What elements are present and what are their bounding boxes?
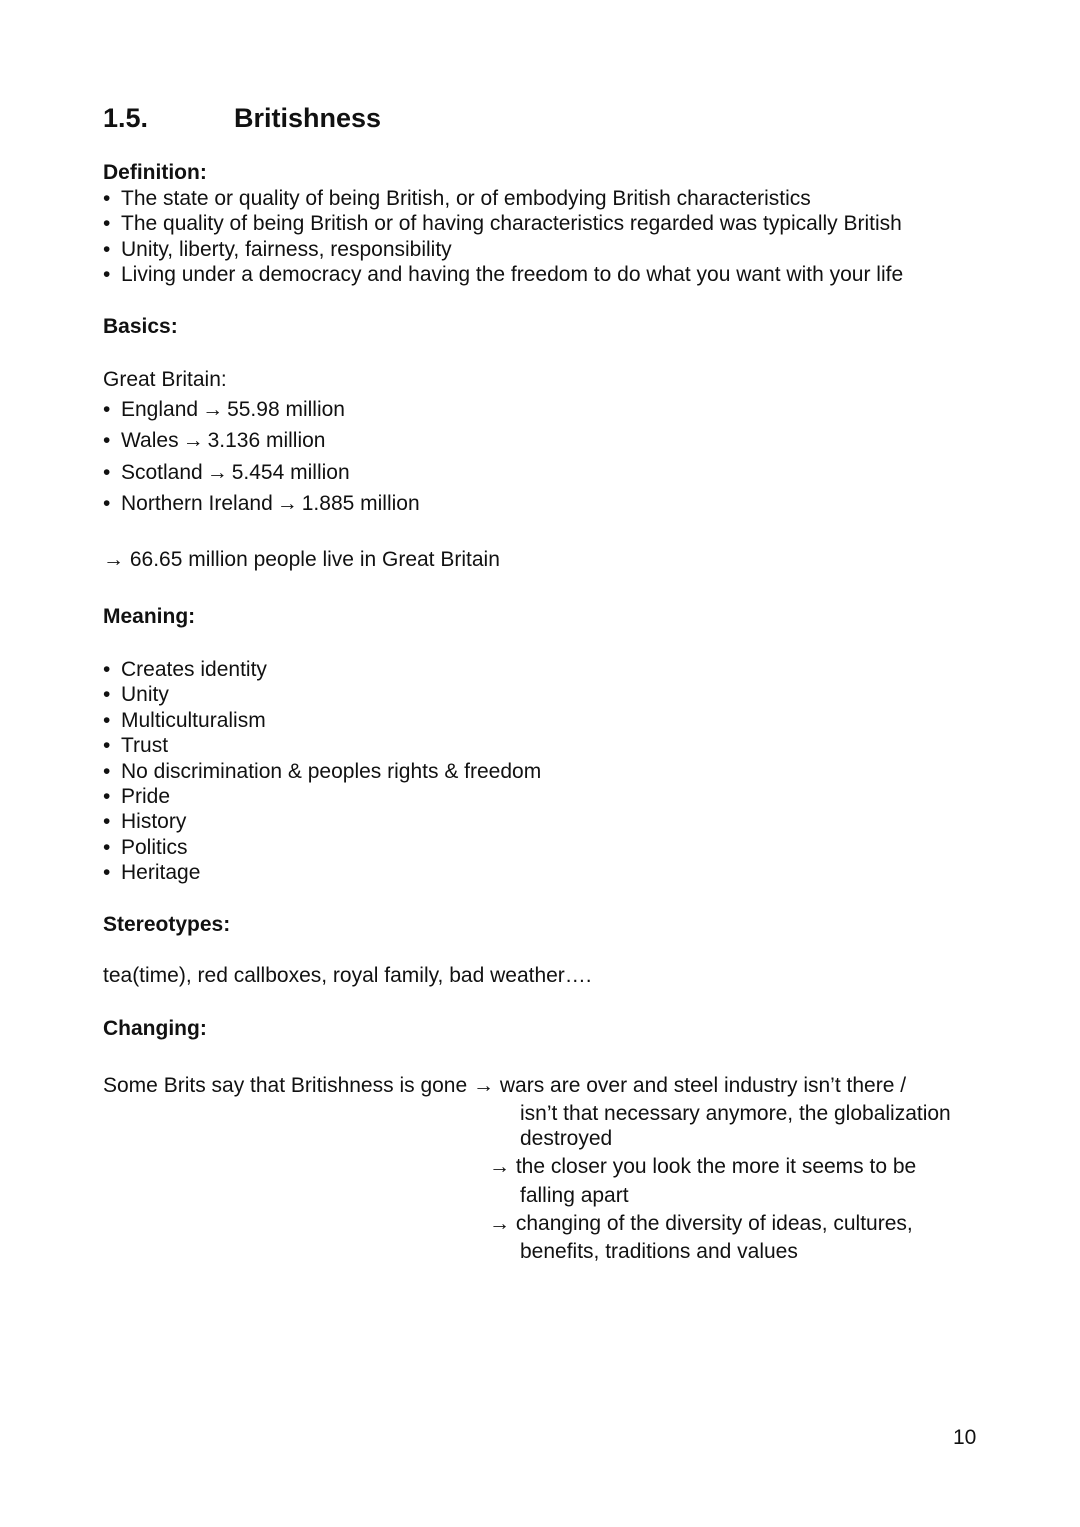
arrow-right-icon: → [489,1212,510,1235]
section-title: Britishness [234,103,382,133]
population-total: → 66.65 million people live in Great Britain [103,548,500,571]
bullet-icon: • [103,835,111,859]
bullet-icon: • [103,734,111,758]
arrow-right-icon: → [206,460,228,484]
changing-intro: Some Brits say that Britishness is gone → wars are over and steel industry isn’t there / [103,1074,907,1097]
bullet-icon: • [103,784,111,808]
bullet-icon: • [103,212,111,236]
list-item: • Heritage [103,861,201,885]
list-item: • England → 55.98 million [103,394,420,425]
list-item: • Wales → 3.136 million [103,425,420,456]
list-item: • Politics [103,835,188,859]
basics-heading: Basics: [103,315,178,338]
bullet-icon: • [103,237,111,261]
changing-point-line: destroyed [520,1127,613,1150]
list-item: • Pride [103,784,171,808]
list-item: • The state or quality of being British, or of embodying British characteristics [103,187,811,210]
list-item: • No discrimination & peoples rights & freedom [103,759,542,783]
list-item: • Living under a democracy and having the freedom to do what you want with your life [103,263,904,287]
changing-heading: Changing: [103,1017,207,1040]
changing-point-line: falling apart [520,1184,629,1207]
arrow-right-icon: → [473,1074,495,1097]
stereotypes-text: tea(time), red callboxes, royal family, bad weather…. [103,964,592,987]
list-item: • History [103,810,187,834]
list-item: • Northern Ireland → 1.885 million [103,488,420,519]
page-number: 10 [953,1426,977,1449]
bullet-icon: • [103,683,111,707]
bullet-icon: • [103,187,111,210]
list-item: • Multiculturalism [103,708,266,732]
list-item: • Unity [103,683,169,707]
list-item: • Trust [103,734,169,758]
changing-point: → changing of the diversity of ideas, cultures, [489,1212,913,1235]
list-item: • Scotland → 5.454 million [103,457,420,488]
definition-list [103,186,903,288]
bullet-icon: • [103,658,111,681]
basics-subheading: Great Britain: [103,368,227,391]
bullet-icon: • [103,708,111,732]
definition-heading: Definition: [103,161,207,184]
meaning-heading: Meaning: [103,605,196,628]
population-list [103,394,420,520]
list-item: • The quality of being British or of having characteristics regarded was typically British [103,212,902,236]
arrow-right-icon: → [276,492,298,516]
bullet-icon: • [103,861,111,885]
bullet-icon: • [103,429,111,453]
arrow-right-icon: → [202,398,224,421]
stereotypes-heading: Stereotypes: [103,913,231,936]
bullet-icon: • [103,460,111,484]
arrow-right-icon: → [103,548,124,571]
bullet-icon: • [103,492,111,516]
bullet-icon: • [103,759,111,783]
arrow-right-icon: → [489,1155,510,1178]
changing-point: → the closer you look the more it seems to be [489,1155,917,1178]
bullet-icon: • [103,810,111,834]
arrow-right-icon: → [182,429,204,453]
section-number: 1.5. [103,103,149,133]
changing-point-line: isn’t that necessary anymore, the globalization [520,1102,951,1125]
meaning-list [103,657,541,886]
list-item: • Creates identity [103,658,267,681]
list-item: • Unity, liberty, fairness, responsibility [103,237,452,261]
bullet-icon: • [103,398,111,421]
changing-point-line: benefits, traditions and values [520,1240,798,1263]
bullet-icon: • [103,263,111,287]
